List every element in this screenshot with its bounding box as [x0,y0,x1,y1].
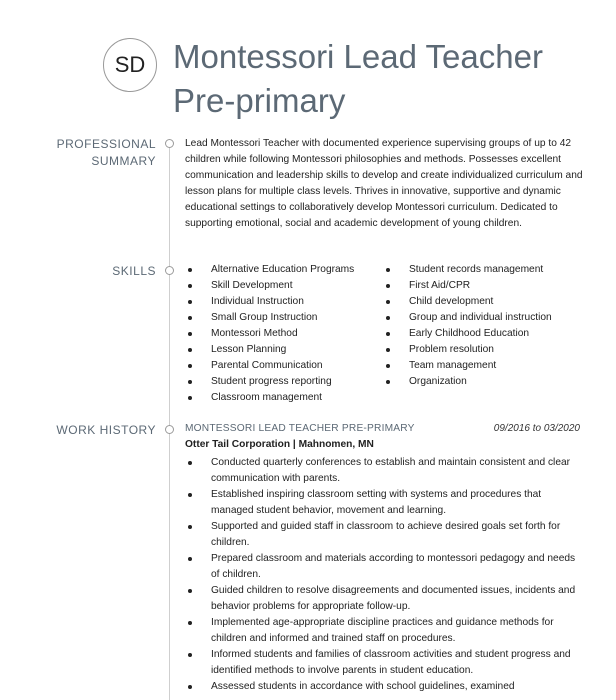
duty-item: Established inspiring classroom setting with systems and procedures that managed student behavior, movement and learning. [185,487,585,519]
summary-text: Lead Montessori Teacher with documented experience supervising groups of up to 42 children while following Montessori philosophies and methods. Possesses excellent communication and leadership skills to develop and create individualized curriculum and lesson plans for multiple class levels. Thrives in innovative, supportive and dynamic educational settings to collaboratively develop Montessori curriculum. Dedicated to supporting emotional, social and academic development of young children. [185,138,583,229]
duty-item: Guided children to resolve disagreements and documented issues, incidents and behavior problems for appropriate follow-up. [185,583,585,615]
skills-node [165,266,174,275]
duty-item: Supported and guided staff in classroom to achieve desired goals set forth for children. [185,519,585,551]
skill-item: Alternative Education Programs [185,262,383,278]
skill-item: Skill Development [185,278,383,294]
timeline-rule [169,144,170,700]
duty-item: Implemented age-appropriate discipline practices and guidance methods for children and informed and trained staff on procedures. [185,615,585,647]
skill-item: Team management [383,358,552,374]
skills-list [185,262,585,406]
skill-item: Group and individual instruction [383,310,552,326]
duty-item: Informed students and families of classroom activities and student progress and identified methods to involve parents in student education. [185,647,585,679]
skill-item: Problem resolution [383,342,552,358]
job-title: MONTESSORI LEAD TEACHER PRE-PRIMARY [185,423,415,434]
skill-item: Early Childhood Education [383,326,552,342]
skills-heading: SKILLS [112,264,156,278]
work-history-heading: WORK HISTORY [56,423,156,437]
skill-item: Classroom management [185,390,383,406]
duty-item: Conducted quarterly conferences to establish and maintain consistent and clear communication with parents. [185,455,585,487]
duty-item: Prepared classroom and materials according to montessori pedagogy and needs of children. [185,551,585,583]
initials-avatar: SD [103,38,157,92]
skill-item: Organization [383,374,552,390]
summary-heading-line1: PROFESSIONAL [56,137,156,151]
skill-item: First Aid/CPR [383,278,552,294]
duty-item: Assessed students in accordance with school guidelines, examined [185,679,585,695]
skill-item: Lesson Planning [185,342,383,358]
work-node [165,425,174,434]
summary-heading [57,136,156,170]
skills-column-1 [185,262,383,406]
summary-heading-line2: SUMMARY [91,154,156,168]
skill-item: Parental Communication [185,358,383,374]
skill-item: Child development [383,294,552,310]
page-title [173,35,593,123]
skill-item: Small Group Instruction [185,310,383,326]
skill-item: Montessori Method [185,326,383,342]
job-dates: 09/2016 to 03/2020 [493,423,580,434]
skill-item: Individual Instruction [185,294,383,310]
title-line-2: Pre-primary [173,82,346,119]
company-name: Otter Tail Corporation | Mahnomen, MN [185,439,374,450]
skill-item: Student records management [383,262,552,278]
title-line-1: Montessori Lead Teacher [173,38,543,75]
skill-item: Student progress reporting [185,374,383,390]
job-duties-list [185,455,585,695]
skills-column-2 [383,262,552,406]
summary-node [165,139,174,148]
